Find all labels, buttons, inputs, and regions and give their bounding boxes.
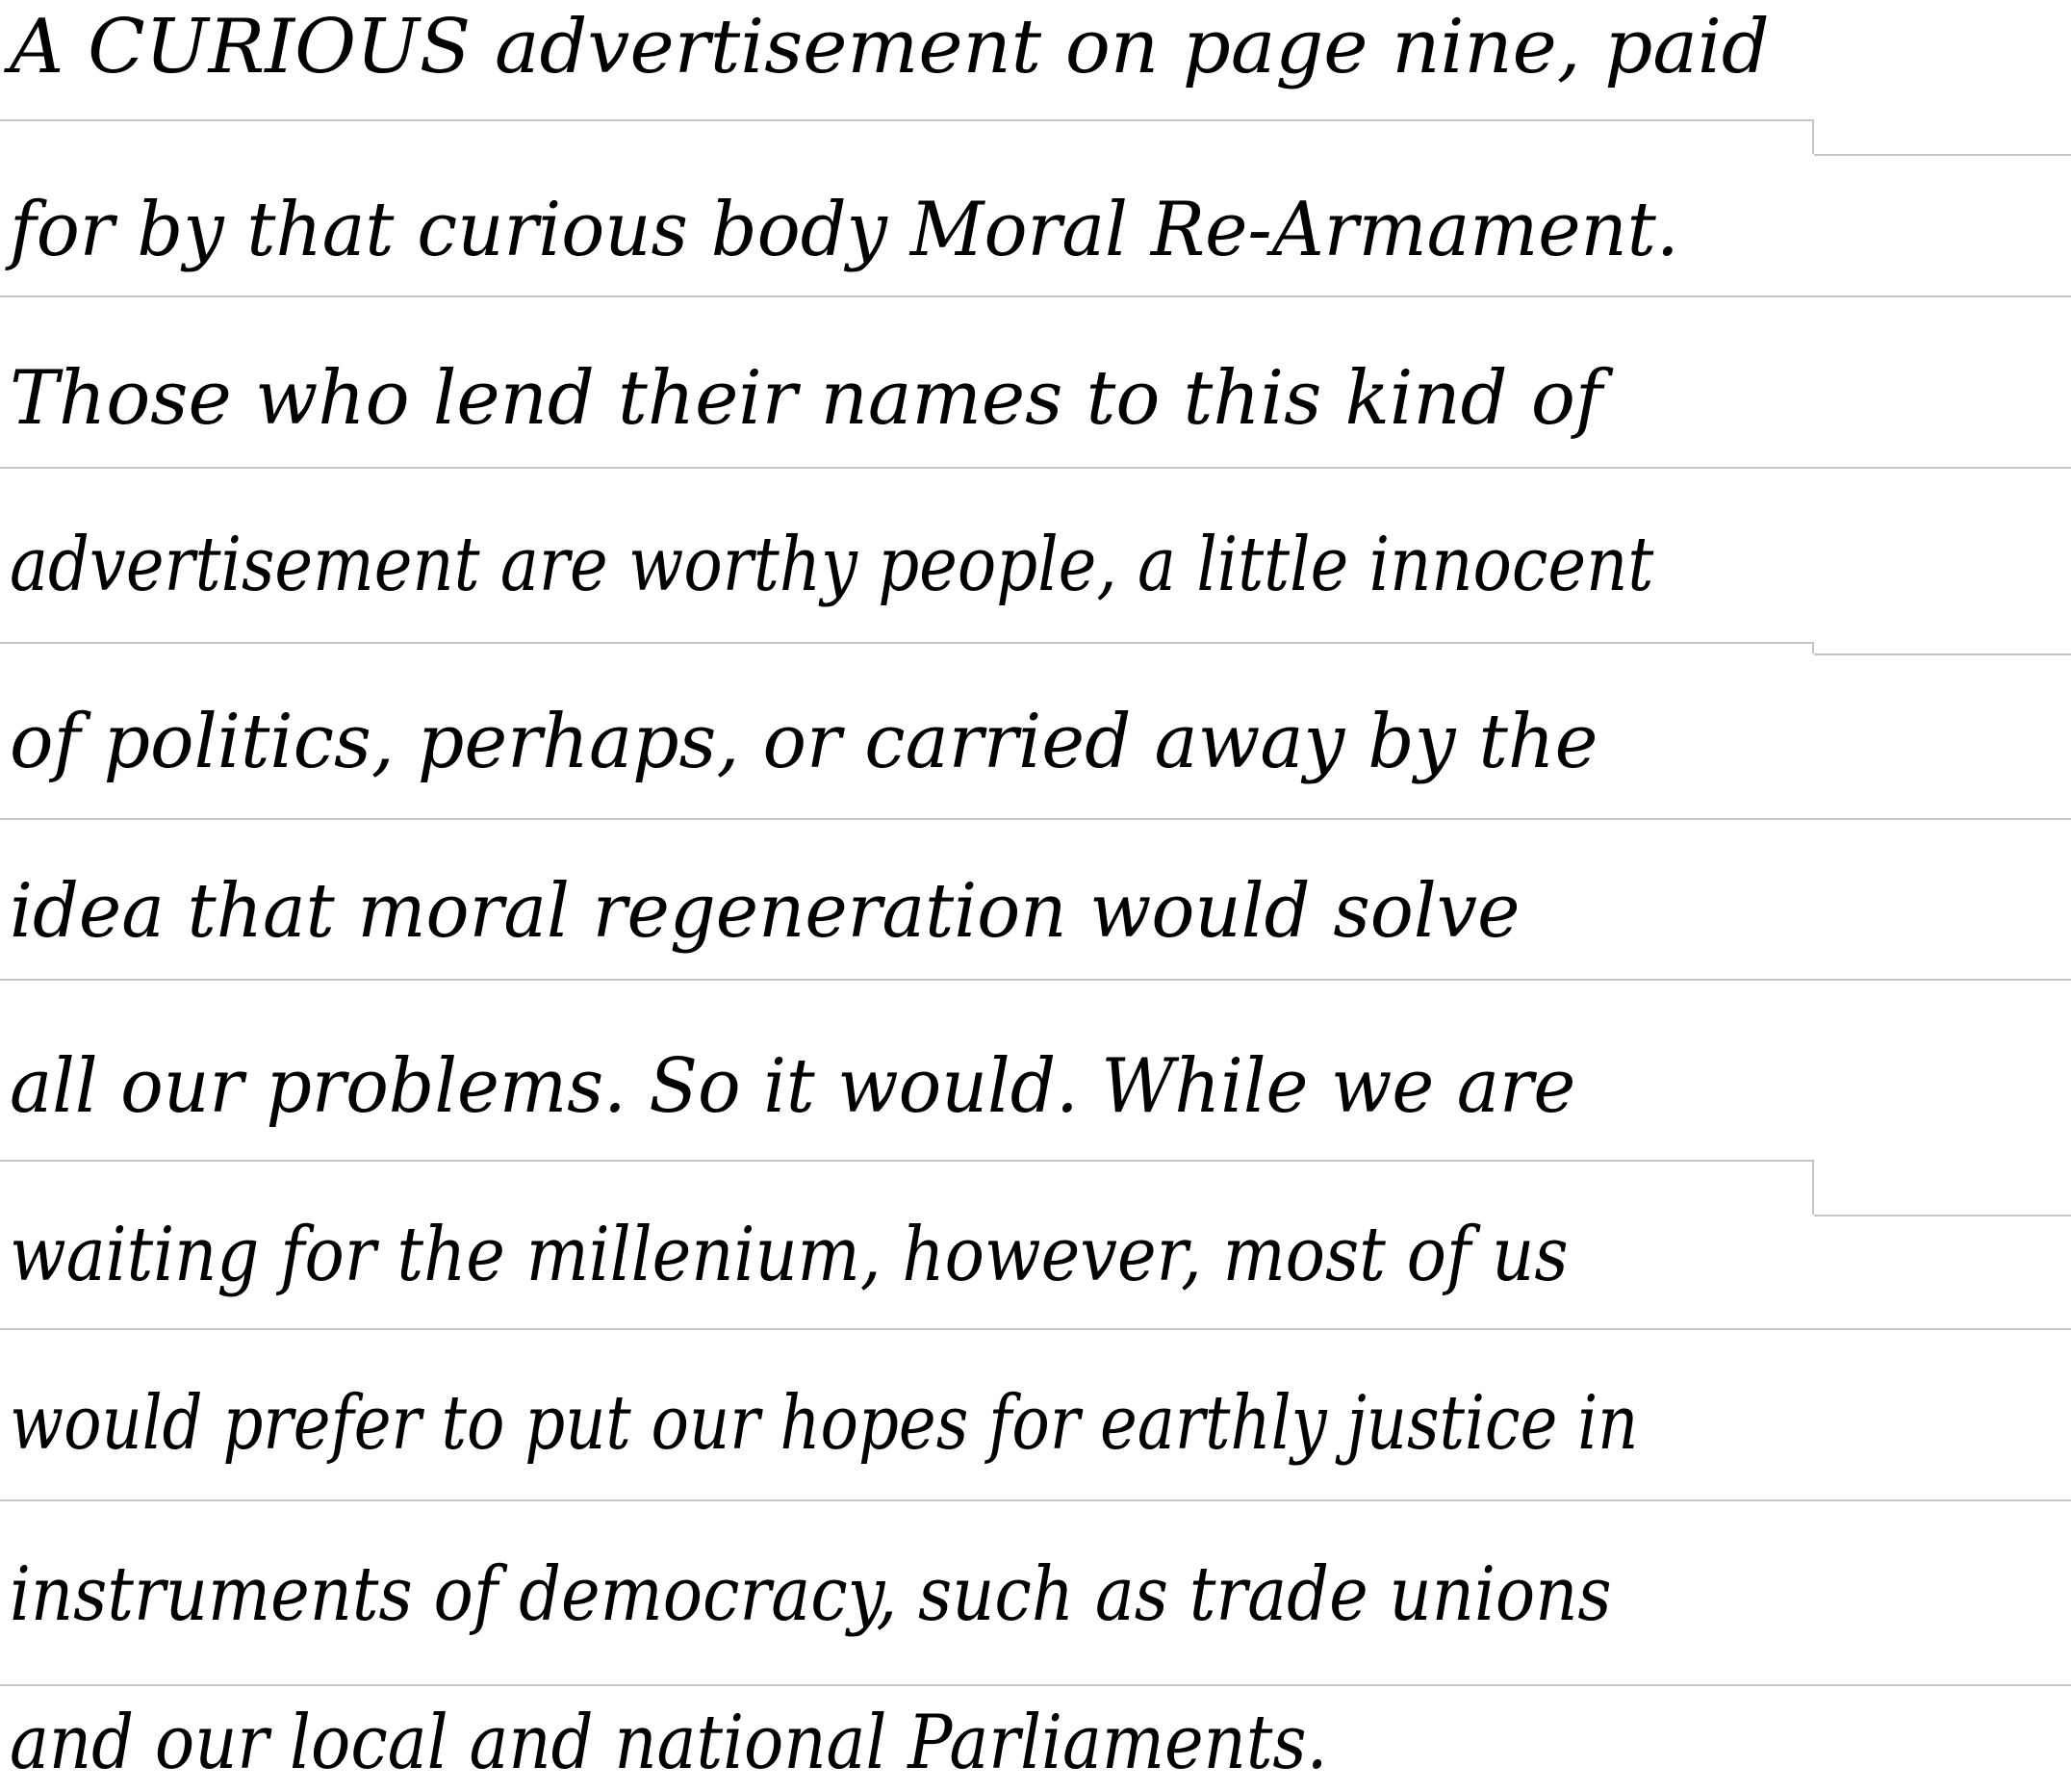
ruled-line: [0, 1328, 2071, 1330]
text-line-11: and our local and national Parliaments.: [10, 1700, 1328, 1786]
ruled-line-step: [1812, 119, 1814, 154]
ruled-line-step: [1812, 1160, 1814, 1215]
text-line-3: Those who lend their names to this kind of: [10, 355, 1603, 442]
ruled-line: [0, 818, 2071, 820]
text-line-5: of politics, perhaps, or carried away by the: [10, 699, 1598, 785]
ruled-line: [1814, 154, 2071, 156]
ruled-line: [0, 1499, 2071, 1501]
text-line-8: waiting for the millenium, however, most of us: [10, 1212, 1569, 1298]
text-line-10: instruments of democracy, such as trade unions: [10, 1551, 1612, 1638]
text-line-2: for by that curious body Moral Re-Armament.: [10, 187, 1679, 273]
text-line-4: advertisement are worthy people, a little innocent: [10, 522, 1654, 608]
ruled-line: [0, 119, 1814, 121]
ruled-line: [0, 642, 1814, 644]
ruled-line: [1814, 653, 2071, 655]
ruled-line: [0, 1684, 2071, 1686]
ruled-line: [0, 467, 2071, 469]
ruled-line: [1814, 1215, 2071, 1216]
text-line-7: all our problems. So it would. While we are: [10, 1043, 1576, 1130]
ruled-line-step: [1812, 642, 1814, 653]
text-line-9: would prefer to put our hopes for earthly justice in: [10, 1380, 1639, 1467]
ruled-line: [0, 1160, 1814, 1162]
ruled-line: [0, 979, 2071, 981]
text-line-1: A CURIOUS advertisement on page nine, paid: [10, 4, 1770, 90]
text-line-6: idea that moral regeneration would solve: [10, 868, 1521, 955]
ruled-line: [0, 295, 2071, 297]
